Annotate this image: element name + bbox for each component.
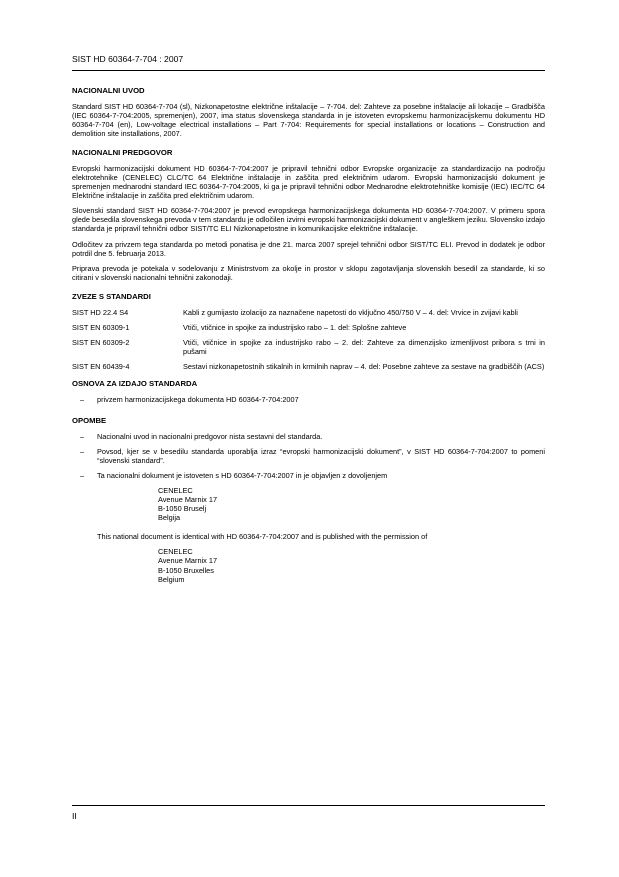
national-intro-section: [72, 86, 545, 138]
reference-code: SIST EN 60309-1: [72, 322, 130, 332]
intro-text: Standard SIST HD 60364-7-704 (sl), Nizkonapetostne električne inštalacije – 7-704. del: Zahteve za posebne inštalacije ali lokacije – Gradbišča (IEC 60364-7-704:2005, spremenjen), 2007, ima status slovenskega standarda in je istoveten evropskemu harmonizacijskemu dokumentu HD 60364-7-704 (en), Low-voltage electrical installations – Part 7-704: Requirements for special installations or locations – Construction and demolition site installations, 2007.: [72, 102, 545, 139]
dash-bullet: –: [80, 394, 85, 404]
foreword-paragraph: Priprava prevoda je potekala v sodelovanju z Ministrstvom za okolje in prostor v sklopu zagotavljanja slovenskih besedil za standarde, ki so citirani v slovenski nacionalni tehnični zakonodaji.: [72, 263, 545, 282]
list-item-text: Nacionalni uvod in nacionalni predgovor nista sestavni del standarda.: [97, 431, 323, 441]
dash-bullet: –: [80, 447, 85, 457]
notes-list: [72, 432, 545, 480]
english-note: This national document is identical with HD 60364-7-704:2007 and is published with the permission of: [97, 532, 428, 542]
address-line: Avenue Marnix 17: [158, 495, 218, 505]
references-section: [72, 292, 545, 377]
intro-heading: NACIONALNI UVOD: [72, 86, 145, 95]
reference-code: SIST EN 60309-2: [72, 337, 130, 347]
reference-title: Sestavi nizkonapetostnih stikalnih in krmilnih naprav – 4. del: Posebne zahteve za sestave na gradbiščih (ACS): [183, 361, 545, 371]
list-item: [72, 432, 545, 441]
header-rule: [72, 70, 545, 71]
list-item: [72, 395, 545, 404]
basis-heading: OSNOVA ZA IZDAJO STANDARDA: [72, 378, 198, 388]
footer-rule: [72, 805, 545, 806]
address-block-sl: [158, 486, 545, 522]
reference-code: SIST HD 22.4 S4: [72, 307, 129, 317]
page-content: [72, 86, 545, 594]
table-row: [72, 362, 545, 377]
list-item: [72, 471, 545, 480]
table-row: [72, 338, 545, 362]
address-line: CENELEC: [158, 547, 193, 557]
references-heading: ZVEZE S STANDARDI: [72, 291, 151, 301]
reference-title: Vtiči, vtičnice in spojke za industrijsko rabo – 2. del: Zahteve za dimenzijsko izmenljivost pribora s trni in pušami: [183, 337, 545, 356]
notes-section: [72, 416, 545, 584]
dash-bullet: –: [80, 431, 85, 441]
list-item-text: Povsod, kjer se v besedilu standarda uporablja izraz “evropski harmonizacijski dokument”, v SIST HD 60364-7-704:2007 to pomeni “slovenski standard”.: [97, 447, 545, 466]
reference-title: Vtiči, vtičnice in spojke za industrijsko rabo – 1. del: Splošne zahteve: [183, 322, 407, 332]
address-line: CENELEC: [158, 486, 193, 496]
foreword-paragraph: Odločitev za privzem tega standarda po metodi ponatisa je dne 21. marca 2007 sprejel tehnični odbor SIST/TC ELI. Prevod in dodatek je odbor potrdil dne 5. februarja 2013.: [72, 239, 545, 258]
basis-section: [72, 379, 545, 404]
address-line: B-1050 Bruxelles: [158, 565, 214, 575]
national-foreword-section: [72, 148, 545, 282]
table-row: [72, 323, 545, 338]
foreword-paragraph: Evropski harmonizacijski dokument HD 60364-7-704:2007 je pripravil tehnični odbor Evropske organizacije za standardizacijo na področju elektrotehnike (CENELEC) CLC/TC 64 Električne inštalacije in zaščita pred električnim udarom. Evropski harmonizacijski dokument je spremenjen mednarodni standard IEC 60364-7-704:2005, ki ga je pripravil tehnični odbor Mednarodne elektrotehniške komisije (IEC) IEC/TC 64 Električne inštalacije in zaščita pred električnim udarom.: [72, 164, 545, 201]
address-line: Avenue Marnix 17: [158, 556, 218, 566]
address-block-en: [158, 547, 545, 583]
header-doc-id: SIST HD 60364-7-704 : 2007: [72, 54, 184, 64]
reference-code: SIST EN 60439-4: [72, 361, 130, 371]
references-table: [72, 308, 545, 377]
list-item-text: Ta nacionalni dokument je istoveten s HD 60364-7-704:2007 in je objavljen z dovoljenjem: [97, 471, 388, 481]
table-row: [72, 308, 545, 323]
notes-heading: OPOMBE: [72, 415, 107, 425]
reference-title: Kabli z gumijasto izolacijo za naznačene napetosti do vključno 450/750 V – 4. del: Vrvice in zvijavi kabli: [183, 307, 518, 317]
list-item: [72, 447, 545, 465]
basis-list: [72, 395, 545, 404]
address-line: Belgium: [158, 574, 185, 584]
page-number: II: [72, 811, 77, 821]
dash-bullet: –: [80, 471, 85, 481]
foreword-heading: NACIONALNI PREDGOVOR: [72, 148, 173, 158]
list-item-text: privzem harmonizacijskega dokumenta HD 60364-7-704:2007: [97, 394, 299, 404]
address-line: Belgija: [158, 513, 181, 523]
foreword-paragraph: Slovenski standard SIST HD 60364-7-704:2007 je prevod evropskega harmonizacijskega dokumenta HD 60364-7-704:2007. V primeru spora glede besedila slovenskega prevoda v tem standardu je odločilen izvirni evropski harmonizacijski dokument v angleškem jeziku. Slovensko izdajo standarda je pripravil tehnični odbor SIST/TC ELI Nizkonapetostne in komunikacijske električne inštalacije.: [72, 206, 545, 234]
address-line: B-1050 Bruselj: [158, 504, 207, 514]
